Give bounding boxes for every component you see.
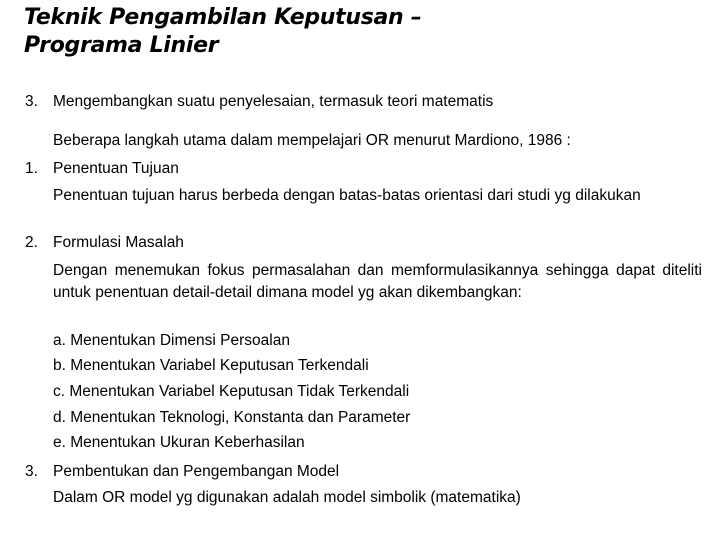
list-text: Mengembangkan suatu penyelesaian, termasuk teori matematis xyxy=(53,93,494,110)
list-text: Formulasi Masalah xyxy=(53,234,184,251)
step-2-body: Dengan menemukan fokus permasalahan dan memformulasikannya sehingga dapat diteliti untuk penentuan detail-detail dimana model yg akan dikembangkan: xyxy=(53,262,702,301)
list-number: 2. xyxy=(25,234,38,251)
title-line-2: Programa Linier xyxy=(24,33,219,58)
intro-text: Beberapa langkah utama dalam mempelajari OR menurut Mardiono, 1986 : xyxy=(53,132,571,149)
sub-item-text: e. Menentukan Ukuran Keberhasilan xyxy=(53,434,305,451)
list-text: Penentuan Tujuan xyxy=(53,160,179,177)
slide-title xyxy=(24,4,421,60)
sub-item-text: c. Menentukan Variabel Keputusan Tidak Terkendali xyxy=(53,383,410,400)
sub-item-text: d. Menentukan Teknologi, Konstanta dan Parameter xyxy=(53,409,411,426)
list-number: 3. xyxy=(25,463,38,480)
step-3-body-text: Dalam OR model yg digunakan adalah model simbolik (matematika) xyxy=(53,489,521,506)
sub-item-text: a. Menentukan Dimensi Persoalan xyxy=(53,332,290,349)
list-number: 3. xyxy=(25,93,38,110)
sub-item-text: b. Menentukan Variabel Keputusan Terkendali xyxy=(53,357,369,374)
list-text: Pembentukan dan Pengembangan Model xyxy=(53,463,340,480)
title-line-1: Teknik Pengambilan Keputusan – xyxy=(24,5,422,30)
step-1-body: Penentuan tujuan harus berbeda dengan batas-batas orientasi dari studi yg dilakukan xyxy=(53,187,641,204)
list-number: 1. xyxy=(25,160,38,177)
